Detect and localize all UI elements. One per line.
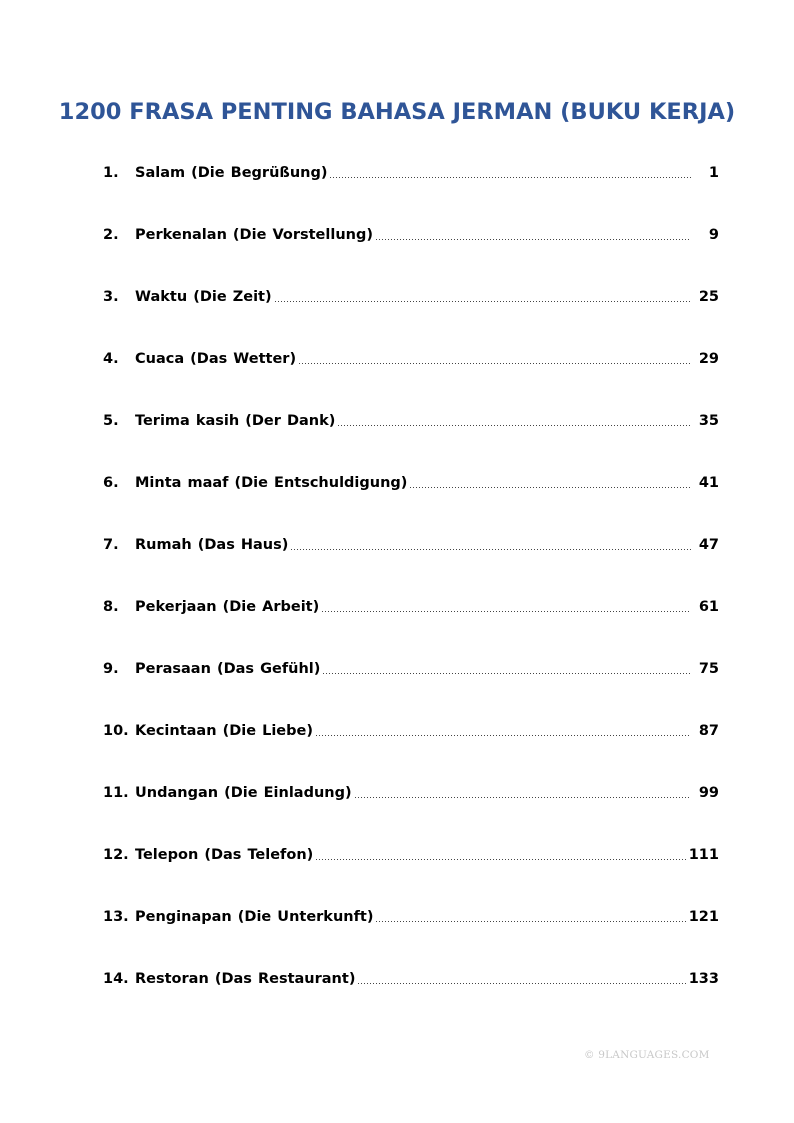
toc-dot-leader [298,361,691,365]
toc-entry-label: Telepon (Das Telefon) [135,847,314,863]
toc-dot-leader [375,237,691,241]
toc-entry-page: 61 [698,599,719,615]
toc-entry[interactable] [103,534,719,596]
toc-entry-page: 41 [698,475,719,491]
toc-entry-page: 1 [708,165,719,181]
toc-entry[interactable] [103,410,719,472]
toc-entry-number: 3. [103,289,119,305]
toc-dot-leader [375,919,686,923]
toc-entry-label: Perkenalan (Die Vorstellung) [135,227,373,243]
toc-entry-label: Restoran (Das Restaurant) [135,971,356,987]
toc-entry[interactable] [103,162,719,224]
toc-entry[interactable] [103,472,719,534]
toc-entry-label: Waktu (Die Zeit) [135,289,272,305]
copyright-watermark: © 9LANGUAGES.COM [584,1049,710,1061]
toc-entry-page: 121 [688,909,719,925]
toc-entry[interactable] [103,348,719,410]
toc-dot-leader [315,857,686,861]
toc-dot-leader [337,423,690,427]
toc-entry-label: Minta maaf (Die Entschuldigung) [135,475,408,491]
toc-entry-number: 7. [103,537,119,553]
toc-entry-number: 1. [103,165,119,181]
toc-entry-label: Cuaca (Das Wetter) [135,351,297,367]
toc-entry-page: 75 [698,661,719,677]
toc-entry-label: Pekerjaan (Die Arbeit) [135,599,320,615]
toc-entry-number: 5. [103,413,119,429]
toc-dot-leader [322,671,690,675]
toc-entry-number: 6. [103,475,119,491]
toc-dot-leader [329,175,691,179]
toc-entry-number: 8. [103,599,119,615]
toc-entry-label: Rumah (Das Haus) [135,537,289,553]
toc-entry[interactable] [103,968,719,1030]
toc-entry-number: 9. [103,661,119,677]
toc-entry-page: 25 [698,289,719,305]
toc-dot-leader [357,981,686,985]
toc-entry-label: Penginapan (Die Unterkunft) [135,909,374,925]
toc-entry-page: 47 [698,537,719,553]
toc-dot-leader [274,299,691,303]
toc-entry-number: 4. [103,351,119,367]
toc-entry-number: 2. [103,227,119,243]
toc-entry-label: Undangan (Die Einladung) [135,785,352,801]
toc-entry-page: 29 [698,351,719,367]
toc-dot-leader [354,795,691,799]
toc-entry[interactable] [103,782,719,844]
toc-entry-number: 14. [103,971,129,987]
toc-entry[interactable] [103,844,719,906]
toc-dot-leader [290,547,690,551]
toc-entry-page: 35 [698,413,719,429]
toc-entry[interactable] [103,658,719,720]
table-of-contents [103,162,719,1030]
toc-entry-number: 10. [103,723,129,739]
toc-entry[interactable] [103,596,719,658]
toc-entry-label: Kecintaan (Die Liebe) [135,723,313,739]
toc-entry[interactable] [103,906,719,968]
toc-entry[interactable] [103,224,719,286]
page-title: 1200 FRASA PENTING BAHASA JERMAN (BUKU KERJA) [58,99,736,126]
toc-dot-leader [409,485,690,489]
toc-entry-page: 87 [698,723,719,739]
toc-entry-number: 13. [103,909,129,925]
toc-entry[interactable] [103,286,719,348]
toc-entry-label: Terima kasih (Der Dank) [135,413,336,429]
toc-entry-page: 133 [688,971,719,987]
toc-dot-leader [321,609,691,613]
toc-entry-number: 12. [103,847,129,863]
toc-entry[interactable] [103,720,719,782]
toc-entry-page: 9 [708,227,719,243]
toc-entry-page: 111 [688,847,719,863]
toc-dot-leader [315,733,691,737]
toc-entry-number: 11. [103,785,129,801]
toc-entry-label: Perasaan (Das Gefühl) [135,661,321,677]
toc-entry-page: 99 [698,785,719,801]
toc-entry-label: Salam (Die Begrüßung) [135,165,328,181]
